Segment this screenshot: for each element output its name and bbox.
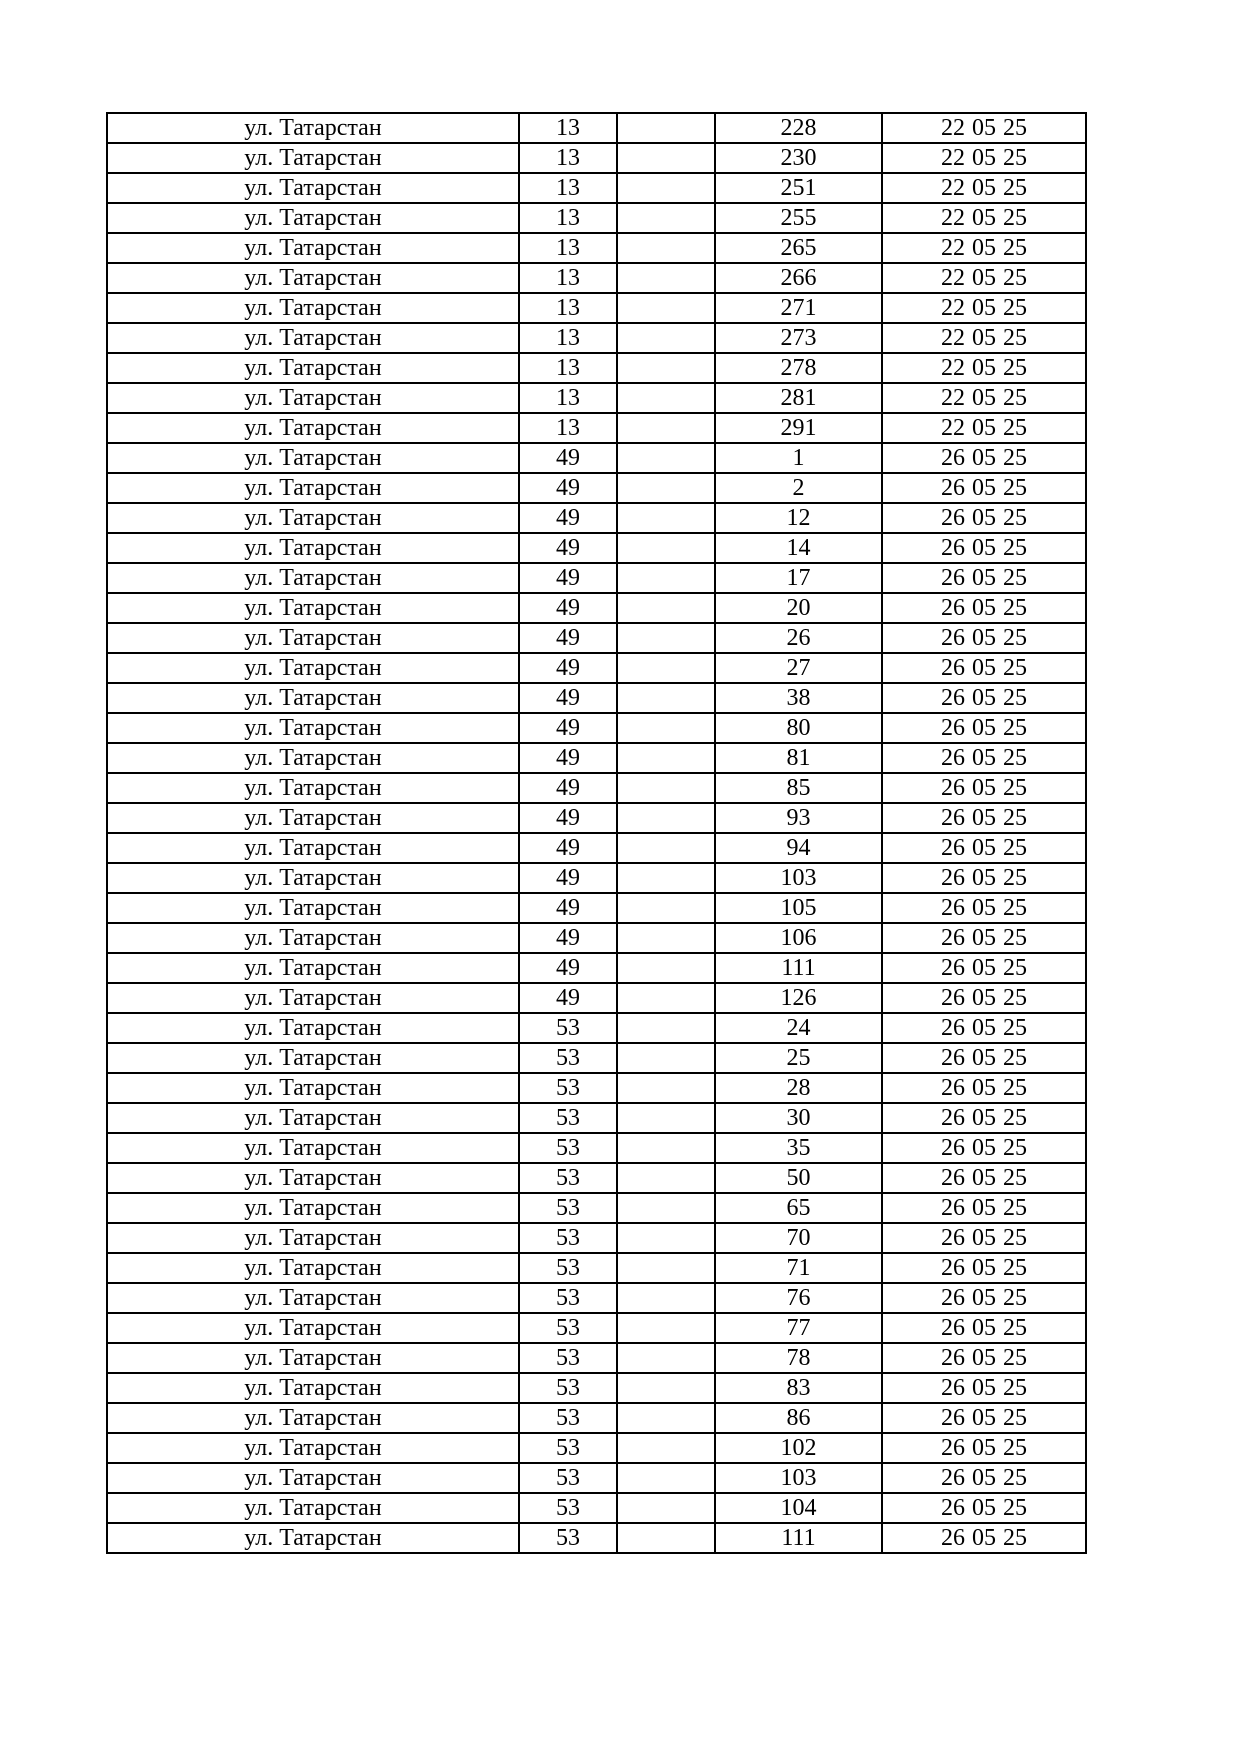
blank-cell (617, 233, 715, 263)
house-cell: 53 (519, 1133, 617, 1163)
date-cell: 26 05 25 (882, 1133, 1086, 1163)
date-cell: 26 05 25 (882, 893, 1086, 923)
street-cell: ул. Татарстан (107, 593, 519, 623)
apartment-cell: 17 (715, 563, 882, 593)
street-cell: ул. Татарстан (107, 173, 519, 203)
blank-cell (617, 113, 715, 143)
house-cell: 49 (519, 443, 617, 473)
date-cell: 26 05 25 (882, 1523, 1086, 1553)
street-cell: ул. Татарстан (107, 1283, 519, 1313)
house-cell: 49 (519, 473, 617, 503)
blank-cell (617, 503, 715, 533)
street-cell: ул. Татарстан (107, 893, 519, 923)
house-cell: 53 (519, 1343, 617, 1373)
house-cell: 13 (519, 383, 617, 413)
date-cell: 26 05 25 (882, 1283, 1086, 1313)
house-cell: 49 (519, 653, 617, 683)
table-row (107, 1463, 1086, 1493)
blank-cell (617, 443, 715, 473)
blank-cell (617, 1343, 715, 1373)
house-cell: 53 (519, 1523, 617, 1553)
street-cell: ул. Татарстан (107, 1403, 519, 1433)
street-cell: ул. Татарстан (107, 143, 519, 173)
blank-cell (617, 203, 715, 233)
blank-cell (617, 773, 715, 803)
table-row (107, 1403, 1086, 1433)
apartment-cell: 281 (715, 383, 882, 413)
date-cell: 22 05 25 (882, 383, 1086, 413)
blank-cell (617, 983, 715, 1013)
table-row (107, 1373, 1086, 1403)
street-cell: ул. Татарстан (107, 293, 519, 323)
house-cell: 13 (519, 413, 617, 443)
blank-cell (617, 1283, 715, 1313)
apartment-cell: 86 (715, 1403, 882, 1433)
apartment-cell: 104 (715, 1493, 882, 1523)
blank-cell (617, 803, 715, 833)
apartment-cell: 251 (715, 173, 882, 203)
date-cell: 26 05 25 (882, 623, 1086, 653)
blank-cell (617, 1373, 715, 1403)
street-cell: ул. Татарстан (107, 953, 519, 983)
apartment-cell: 291 (715, 413, 882, 443)
blank-cell (617, 743, 715, 773)
house-cell: 13 (519, 263, 617, 293)
blank-cell (617, 953, 715, 983)
table-row (107, 1523, 1086, 1553)
date-cell: 26 05 25 (882, 773, 1086, 803)
street-cell: ул. Татарстан (107, 1133, 519, 1163)
blank-cell (617, 593, 715, 623)
apartment-cell: 25 (715, 1043, 882, 1073)
street-cell: ул. Татарстан (107, 1313, 519, 1343)
date-cell: 22 05 25 (882, 113, 1086, 143)
blank-cell (617, 863, 715, 893)
house-cell: 49 (519, 803, 617, 833)
street-cell: ул. Татарстан (107, 683, 519, 713)
apartment-cell: 106 (715, 923, 882, 953)
date-cell: 26 05 25 (882, 863, 1086, 893)
street-cell: ул. Татарстан (107, 1013, 519, 1043)
table-row (107, 1193, 1086, 1223)
street-cell: ул. Татарстан (107, 773, 519, 803)
house-cell: 53 (519, 1433, 617, 1463)
street-cell: ул. Татарстан (107, 623, 519, 653)
street-cell: ул. Татарстан (107, 503, 519, 533)
apartment-cell: 103 (715, 1463, 882, 1493)
apartment-cell: 265 (715, 233, 882, 263)
apartment-cell: 26 (715, 623, 882, 653)
street-cell: ул. Татарстан (107, 1523, 519, 1553)
table-row (107, 773, 1086, 803)
blank-cell (617, 1193, 715, 1223)
blank-cell (617, 893, 715, 923)
street-cell: ул. Татарстан (107, 833, 519, 863)
blank-cell (617, 1223, 715, 1253)
apartment-cell: 278 (715, 353, 882, 383)
apartment-cell: 83 (715, 1373, 882, 1403)
street-cell: ул. Татарстан (107, 803, 519, 833)
house-cell: 13 (519, 113, 617, 143)
date-cell: 26 05 25 (882, 503, 1086, 533)
table-row (107, 263, 1086, 293)
date-cell: 26 05 25 (882, 923, 1086, 953)
date-cell: 26 05 25 (882, 1313, 1086, 1343)
street-cell: ул. Татарстан (107, 1253, 519, 1283)
house-cell: 53 (519, 1163, 617, 1193)
house-cell: 49 (519, 953, 617, 983)
table-row (107, 1253, 1086, 1283)
apartment-cell: 78 (715, 1343, 882, 1373)
table-row (107, 203, 1086, 233)
date-cell: 22 05 25 (882, 173, 1086, 203)
table-row (107, 653, 1086, 683)
house-cell: 49 (519, 533, 617, 563)
table-row (107, 1283, 1086, 1313)
date-cell: 26 05 25 (882, 1193, 1086, 1223)
blank-cell (617, 293, 715, 323)
blank-cell (617, 1313, 715, 1343)
apartment-cell: 28 (715, 1073, 882, 1103)
house-cell: 13 (519, 233, 617, 263)
street-cell: ул. Татарстан (107, 1163, 519, 1193)
table-row (107, 953, 1086, 983)
date-cell: 26 05 25 (882, 443, 1086, 473)
apartment-cell: 271 (715, 293, 882, 323)
street-cell: ул. Татарстан (107, 1043, 519, 1073)
blank-cell (617, 263, 715, 293)
street-cell: ул. Татарстан (107, 1193, 519, 1223)
blank-cell (617, 713, 715, 743)
apartment-cell: 80 (715, 713, 882, 743)
date-cell: 22 05 25 (882, 203, 1086, 233)
street-cell: ул. Татарстан (107, 1223, 519, 1253)
table-row (107, 173, 1086, 203)
street-cell: ул. Татарстан (107, 1493, 519, 1523)
street-cell: ул. Татарстан (107, 413, 519, 443)
table-row (107, 113, 1086, 143)
blank-cell (617, 1433, 715, 1463)
blank-cell (617, 143, 715, 173)
apartment-cell: 35 (715, 1133, 882, 1163)
street-cell: ул. Татарстан (107, 863, 519, 893)
date-cell: 26 05 25 (882, 1103, 1086, 1133)
blank-cell (617, 1163, 715, 1193)
date-cell: 26 05 25 (882, 653, 1086, 683)
date-cell: 26 05 25 (882, 983, 1086, 1013)
house-cell: 49 (519, 773, 617, 803)
house-cell: 49 (519, 983, 617, 1013)
house-cell: 49 (519, 623, 617, 653)
apartment-cell: 27 (715, 653, 882, 683)
apartment-cell: 103 (715, 863, 882, 893)
table-row (107, 983, 1086, 1013)
table-row (107, 323, 1086, 353)
table-row (107, 923, 1086, 953)
date-cell: 26 05 25 (882, 683, 1086, 713)
blank-cell (617, 1043, 715, 1073)
blank-cell (617, 473, 715, 503)
apartment-cell: 266 (715, 263, 882, 293)
house-cell: 13 (519, 173, 617, 203)
apartment-cell: 230 (715, 143, 882, 173)
date-cell: 26 05 25 (882, 833, 1086, 863)
table-row (107, 293, 1086, 323)
blank-cell (617, 383, 715, 413)
street-cell: ул. Татарстан (107, 323, 519, 353)
table-row (107, 353, 1086, 383)
date-cell: 26 05 25 (882, 533, 1086, 563)
house-cell: 53 (519, 1373, 617, 1403)
house-cell: 53 (519, 1073, 617, 1103)
house-cell: 49 (519, 833, 617, 863)
date-cell: 26 05 25 (882, 1433, 1086, 1463)
house-cell: 53 (519, 1493, 617, 1523)
blank-cell (617, 353, 715, 383)
date-cell: 26 05 25 (882, 1373, 1086, 1403)
table-row (107, 863, 1086, 893)
blank-cell (617, 1253, 715, 1283)
date-cell: 26 05 25 (882, 1493, 1086, 1523)
table-row (107, 563, 1086, 593)
table-row (107, 683, 1086, 713)
house-cell: 49 (519, 563, 617, 593)
table-row (107, 1043, 1086, 1073)
street-cell: ул. Татарстан (107, 1463, 519, 1493)
street-cell: ул. Татарстан (107, 563, 519, 593)
schedule-table-body (107, 113, 1086, 1553)
date-cell: 26 05 25 (882, 803, 1086, 833)
table-row (107, 473, 1086, 503)
street-cell: ул. Татарстан (107, 203, 519, 233)
street-cell: ул. Татарстан (107, 473, 519, 503)
table-row (107, 803, 1086, 833)
date-cell: 26 05 25 (882, 473, 1086, 503)
house-cell: 49 (519, 923, 617, 953)
date-cell: 26 05 25 (882, 953, 1086, 983)
apartment-cell: 228 (715, 113, 882, 143)
date-cell: 22 05 25 (882, 353, 1086, 383)
table-row (107, 1343, 1086, 1373)
blank-cell (617, 1013, 715, 1043)
table-row (107, 1103, 1086, 1133)
house-cell: 49 (519, 713, 617, 743)
blank-cell (617, 1073, 715, 1103)
apartment-cell: 105 (715, 893, 882, 923)
street-cell: ул. Татарстан (107, 1373, 519, 1403)
date-cell: 26 05 25 (882, 1223, 1086, 1253)
house-cell: 13 (519, 293, 617, 323)
house-cell: 53 (519, 1223, 617, 1253)
house-cell: 53 (519, 1403, 617, 1433)
apartment-cell: 38 (715, 683, 882, 713)
blank-cell (617, 1463, 715, 1493)
house-cell: 53 (519, 1463, 617, 1493)
apartment-cell: 255 (715, 203, 882, 233)
date-cell: 22 05 25 (882, 263, 1086, 293)
blank-cell (617, 413, 715, 443)
table-row (107, 623, 1086, 653)
apartment-cell: 70 (715, 1223, 882, 1253)
table-row (107, 1433, 1086, 1463)
house-cell: 49 (519, 503, 617, 533)
house-cell: 53 (519, 1103, 617, 1133)
apartment-cell: 50 (715, 1163, 882, 1193)
house-cell: 53 (519, 1313, 617, 1343)
street-cell: ул. Татарстан (107, 1433, 519, 1463)
street-cell: ул. Татарстан (107, 653, 519, 683)
date-cell: 22 05 25 (882, 143, 1086, 173)
apartment-cell: 126 (715, 983, 882, 1013)
date-cell: 26 05 25 (882, 1463, 1086, 1493)
blank-cell (617, 1103, 715, 1133)
house-cell: 49 (519, 893, 617, 923)
house-cell: 53 (519, 1253, 617, 1283)
apartment-cell: 12 (715, 503, 882, 533)
house-cell: 53 (519, 1283, 617, 1313)
date-cell: 22 05 25 (882, 233, 1086, 263)
blank-cell (617, 923, 715, 953)
house-cell: 53 (519, 1043, 617, 1073)
blank-cell (617, 1403, 715, 1433)
apartment-cell: 2 (715, 473, 882, 503)
apartment-cell: 1 (715, 443, 882, 473)
blank-cell (617, 833, 715, 863)
apartment-cell: 94 (715, 833, 882, 863)
street-cell: ул. Татарстан (107, 443, 519, 473)
date-cell: 26 05 25 (882, 563, 1086, 593)
apartment-cell: 102 (715, 1433, 882, 1463)
date-cell: 26 05 25 (882, 1343, 1086, 1373)
table-row (107, 1493, 1086, 1523)
blank-cell (617, 1523, 715, 1553)
date-cell: 26 05 25 (882, 1163, 1086, 1193)
house-cell: 13 (519, 353, 617, 383)
apartment-cell: 111 (715, 953, 882, 983)
house-cell: 49 (519, 683, 617, 713)
street-cell: ул. Татарстан (107, 1343, 519, 1373)
house-cell: 49 (519, 863, 617, 893)
table-row (107, 383, 1086, 413)
table-row (107, 143, 1086, 173)
apartment-cell: 65 (715, 1193, 882, 1223)
house-cell: 13 (519, 143, 617, 173)
date-cell: 26 05 25 (882, 1073, 1086, 1103)
street-cell: ул. Татарстан (107, 533, 519, 563)
table-row (107, 713, 1086, 743)
date-cell: 22 05 25 (882, 413, 1086, 443)
blank-cell (617, 173, 715, 203)
blank-cell (617, 683, 715, 713)
apartment-cell: 71 (715, 1253, 882, 1283)
street-cell: ул. Татарстан (107, 1103, 519, 1133)
street-cell: ул. Татарстан (107, 983, 519, 1013)
apartment-cell: 85 (715, 773, 882, 803)
apartment-cell: 81 (715, 743, 882, 773)
date-cell: 26 05 25 (882, 1043, 1086, 1073)
street-cell: ул. Татарстан (107, 383, 519, 413)
street-cell: ул. Татарстан (107, 743, 519, 773)
table-row (107, 593, 1086, 623)
table-row (107, 1073, 1086, 1103)
table-row (107, 1223, 1086, 1253)
table-row (107, 1313, 1086, 1343)
blank-cell (617, 533, 715, 563)
apartment-cell: 14 (715, 533, 882, 563)
blank-cell (617, 653, 715, 683)
apartment-cell: 111 (715, 1523, 882, 1553)
table-row (107, 443, 1086, 473)
schedule-table (106, 112, 1087, 1554)
house-cell: 13 (519, 323, 617, 353)
date-cell: 26 05 25 (882, 713, 1086, 743)
blank-cell (617, 1493, 715, 1523)
date-cell: 26 05 25 (882, 1253, 1086, 1283)
table-row (107, 833, 1086, 863)
blank-cell (617, 623, 715, 653)
apartment-cell: 24 (715, 1013, 882, 1043)
table-row (107, 413, 1086, 443)
house-cell: 49 (519, 593, 617, 623)
table-row (107, 893, 1086, 923)
date-cell: 22 05 25 (882, 323, 1086, 353)
table-row (107, 503, 1086, 533)
date-cell: 22 05 25 (882, 293, 1086, 323)
house-cell: 53 (519, 1013, 617, 1043)
street-cell: ул. Татарстан (107, 713, 519, 743)
street-cell: ул. Татарстан (107, 923, 519, 953)
blank-cell (617, 563, 715, 593)
street-cell: ул. Татарстан (107, 353, 519, 383)
date-cell: 26 05 25 (882, 1013, 1086, 1043)
table-row (107, 1163, 1086, 1193)
apartment-cell: 30 (715, 1103, 882, 1133)
apartment-cell: 76 (715, 1283, 882, 1313)
apartment-cell: 93 (715, 803, 882, 833)
table-row (107, 1133, 1086, 1163)
apartment-cell: 77 (715, 1313, 882, 1343)
date-cell: 26 05 25 (882, 743, 1086, 773)
table-row (107, 233, 1086, 263)
house-cell: 13 (519, 203, 617, 233)
house-cell: 49 (519, 743, 617, 773)
house-cell: 53 (519, 1193, 617, 1223)
street-cell: ул. Татарстан (107, 113, 519, 143)
table-row (107, 1013, 1086, 1043)
street-cell: ул. Татарстан (107, 1073, 519, 1103)
apartment-cell: 273 (715, 323, 882, 353)
blank-cell (617, 1133, 715, 1163)
table-row (107, 743, 1086, 773)
date-cell: 26 05 25 (882, 1403, 1086, 1433)
table-row (107, 533, 1086, 563)
blank-cell (617, 323, 715, 353)
date-cell: 26 05 25 (882, 593, 1086, 623)
street-cell: ул. Татарстан (107, 263, 519, 293)
apartment-cell: 20 (715, 593, 882, 623)
street-cell: ул. Татарстан (107, 233, 519, 263)
